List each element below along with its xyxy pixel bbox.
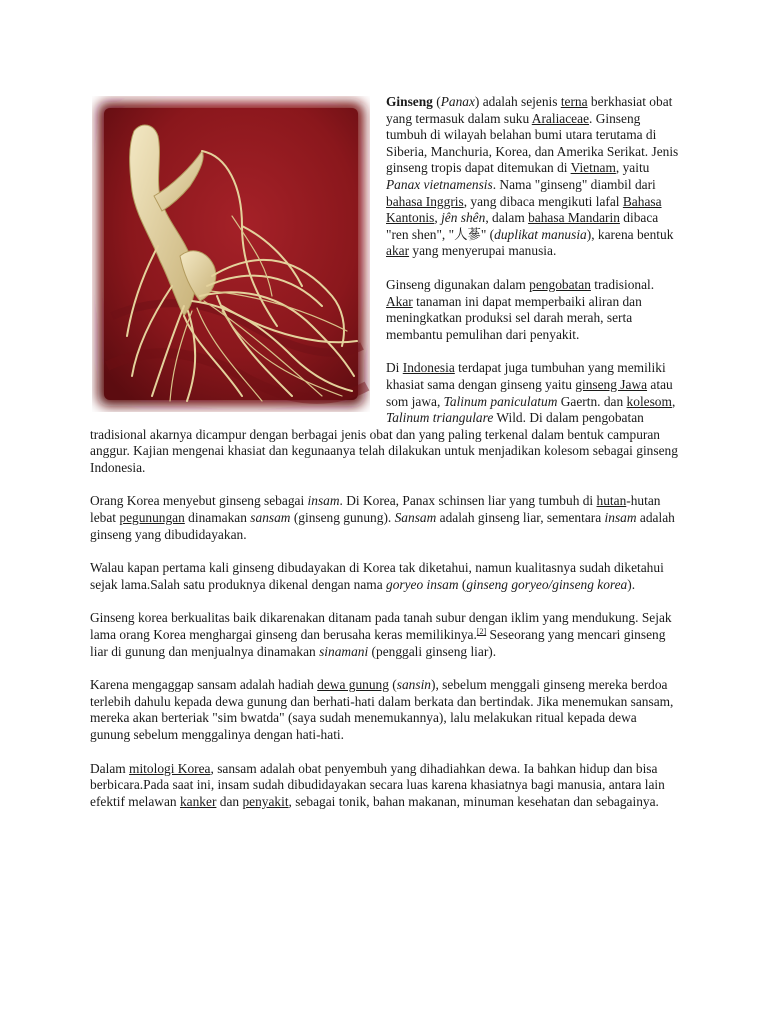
link-mitologi-korea[interactable]: mitologi Korea bbox=[129, 760, 211, 776]
italic-term: Talinum paniculatum bbox=[443, 393, 558, 409]
reference-link[interactable]: [2] bbox=[476, 627, 487, 637]
link-ginseng-jawa[interactable]: ginseng Jawa bbox=[575, 376, 648, 392]
text-run: Seseorang yang mencari ginseng liar di gunung dan menjualnya dinamakan bbox=[90, 627, 666, 659]
image-float-area bbox=[90, 94, 386, 416]
link-bahasa-mandarin[interactable]: bahasa Mandarin bbox=[528, 210, 620, 226]
italic-term: jên shên bbox=[441, 210, 486, 226]
text-run: . Ginseng tumbuh di wilayah belahan bumi utara terutama di Siberia, Manchuria, Korea, dan Amerika Serikat. Jenis ginseng tropis dapat ditemukan di bbox=[386, 110, 679, 176]
link-kolesom[interactable]: kolesom bbox=[626, 393, 672, 409]
italic-term: sansam bbox=[250, 510, 291, 526]
text-run: dinamakan bbox=[184, 510, 251, 526]
paragraph-5 bbox=[90, 560, 680, 593]
text-run: Ginseng korea berkualitas baik dikarenakan ditanam pada tanah subur dengan iklim yang mendukung. Sejak lama orang Korea menghargai ginseng dan berusaha keras memilikinya. bbox=[90, 610, 672, 643]
text-run: dan bbox=[216, 793, 243, 809]
text-run: yang menyerupai manusia. bbox=[409, 243, 557, 259]
text-run: (ginseng gunung). bbox=[290, 510, 395, 526]
link-kanker[interactable]: kanker bbox=[179, 793, 217, 809]
article-text bbox=[90, 94, 680, 827]
text-run: . Di Korea, Panax schinsen liar yang tumbuh di bbox=[339, 493, 597, 509]
italic-term: Panax vietnamensis bbox=[386, 176, 493, 192]
paragraph-6 bbox=[90, 610, 680, 660]
italic-term: Sansam bbox=[394, 510, 437, 526]
text-run: Ginseng digunakan dalam bbox=[386, 276, 530, 292]
italic-term: ginseng goryeo/ginseng korea bbox=[466, 576, 628, 592]
text-run: berkhasiat obat yang termasuk dalam suku bbox=[386, 94, 673, 126]
text-run: ( bbox=[432, 94, 441, 109]
text-run: , bbox=[671, 393, 676, 409]
text-run: tanaman ini dapat memperbaiki aliran dan meningkatkan produksi sel darah merah, serta membantu pemulihan dari penyakit. bbox=[386, 293, 642, 342]
text-run: atau som jawa, bbox=[386, 376, 673, 409]
link-akar[interactable]: akar bbox=[386, 243, 410, 259]
italic-term: sinamani bbox=[319, 643, 369, 659]
paragraph-4 bbox=[90, 493, 680, 543]
text-run: adalah ginseng yang dibudidayakan. bbox=[90, 510, 675, 542]
italic-term: Panax bbox=[440, 94, 475, 109]
text-run: Gaertn. dan bbox=[557, 393, 627, 409]
link-bahasa-kantonis[interactable]: Bahasa Kantonis bbox=[386, 193, 662, 226]
italic-term: sansin bbox=[396, 677, 431, 693]
text-run: Dalam bbox=[90, 760, 130, 776]
text-run: ), sebelum menggali ginseng mereka berdoa terlebih dahulu kepada dewa gunung dan berhati-hati dalam berkata dan bertindak. Jika menemukan sansam, mereka akan berteriak "sim bwatda" (saya sudah menemukannya), lalu melakukan ritual kepada dewa gunung sebelum menggalinya dengan hati-hati. bbox=[90, 677, 674, 742]
text-run: tradisional. bbox=[590, 276, 655, 292]
text-run: (penggali ginseng liar). bbox=[368, 643, 497, 659]
ginseng-title: Ginseng bbox=[386, 94, 433, 109]
text-run: Walau kapan pertama kali ginseng dibudayakan di Korea tak diketahui, namun kualitasnya sudah diketahui sejak lama.Salah satu produknya dikenal dengan nama bbox=[90, 560, 664, 592]
text-run: -hutan lebat bbox=[90, 493, 661, 526]
text-run: , dalam bbox=[485, 210, 529, 226]
text-run: ) adalah sejenis bbox=[474, 94, 561, 109]
link-dewa-gunung[interactable]: dewa gunung bbox=[317, 677, 389, 693]
text-run: , yaitu bbox=[615, 160, 650, 176]
text-run: Karena mengaggap sansam adalah hadiah bbox=[90, 677, 318, 693]
text-run: ( bbox=[458, 576, 467, 592]
text-run: dibaca "ren shen", "人蔘" ( bbox=[386, 210, 659, 242]
link-pegunungan[interactable]: pegunungan bbox=[119, 510, 185, 526]
italic-term: duplikat manusia bbox=[494, 226, 587, 242]
link-pengobatan[interactable]: pengobatan bbox=[529, 276, 591, 292]
text-run: , bbox=[434, 210, 442, 226]
text-run: ( bbox=[388, 677, 397, 693]
link-akar-2[interactable]: Akar bbox=[386, 293, 413, 309]
link-hutan[interactable]: hutan bbox=[596, 493, 627, 509]
link-penyakit[interactable]: penyakit bbox=[242, 793, 289, 809]
paragraph-8 bbox=[90, 761, 680, 811]
text-run: , sebagai tonik, bahan makanan, minuman kesehatan dan sebagainya. bbox=[288, 793, 659, 809]
italic-term: goryeo insam bbox=[386, 576, 459, 592]
italic-term: Talinum triangulare bbox=[386, 410, 494, 426]
link-bahasa-inggris[interactable]: bahasa Inggris bbox=[386, 193, 464, 209]
text-run: Wild. Di dalam pengobatan tradisional akarnya dicampur dengan berbagai jenis obat dan yang paling terkenal dalam bentuk campuran anggur. Kajian mengenai khasiat dan kegunaanya telah dilakukan untuk menjadikan kolesom sebagai ginseng Indonesia. bbox=[90, 410, 678, 475]
italic-term: insam bbox=[307, 493, 340, 509]
link-araliaceae[interactable]: Araliaceae bbox=[531, 110, 590, 126]
link-vietnam[interactable]: Vietnam bbox=[570, 160, 616, 176]
text-run: , yang dibaca mengikuti lafal bbox=[463, 193, 623, 209]
italic-term: insam bbox=[604, 510, 637, 526]
paragraph-7 bbox=[90, 677, 680, 743]
text-run: ), karena bentuk bbox=[586, 226, 674, 242]
link-terna[interactable]: terna bbox=[560, 94, 588, 109]
text-run: adalah ginseng liar, sementara bbox=[436, 510, 605, 526]
text-run: Orang Korea menyebut ginseng sebagai bbox=[90, 493, 308, 509]
text-run: Di bbox=[386, 360, 403, 376]
text-run: , sansam adalah obat penyembuh yang dihadiahkan dewa. Ia bahkan hidup dan bisa berbicara.Pada saat ini, insam sudah dibudidayakan secara luas karena khasiatnya bagi manusia, antara lain efektif melawan bbox=[90, 760, 665, 809]
text-run: . Nama "ginseng" diambil dari bbox=[492, 176, 656, 192]
text-run: terdapat juga tumbuhan yang memiliki khasiat sama dengan ginseng yaitu bbox=[386, 360, 666, 392]
text-run: ). bbox=[627, 576, 636, 592]
link-indonesia[interactable]: Indonesia bbox=[402, 360, 455, 376]
